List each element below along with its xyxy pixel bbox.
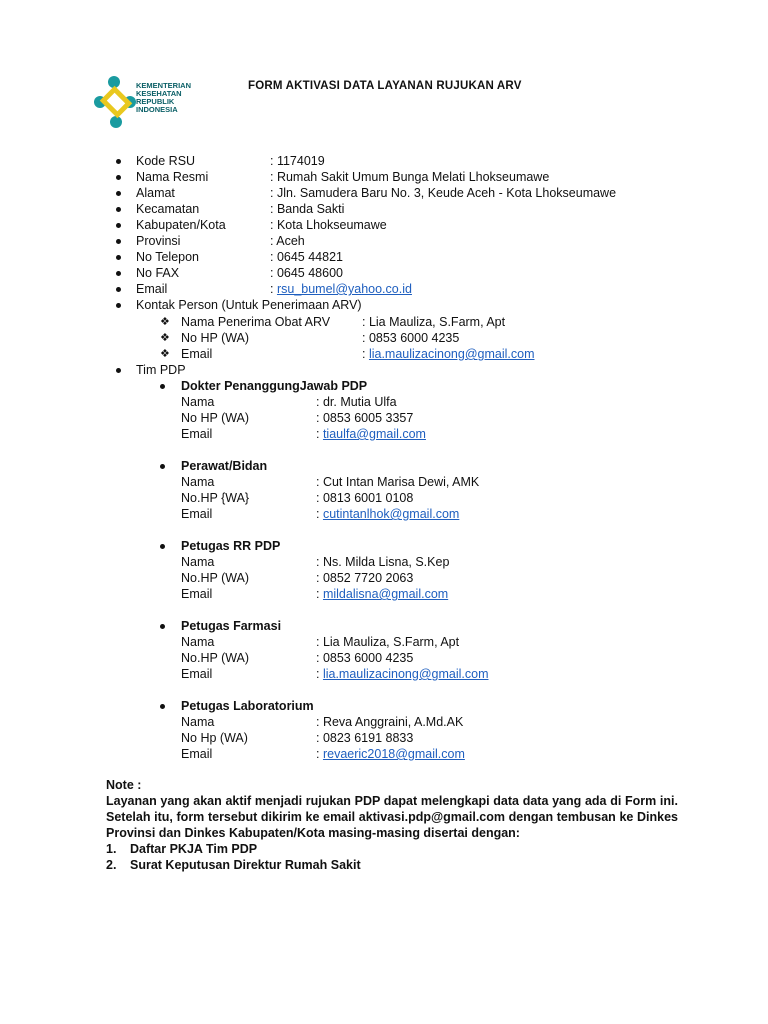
row-label: Email: [181, 427, 213, 441]
contact-label: No HP (WA): [181, 331, 250, 345]
tim-header: Tim PDP: [136, 363, 186, 377]
contact-label: Email: [181, 347, 213, 361]
row-label: No HP (WA): [181, 411, 250, 425]
bullet: [116, 191, 121, 196]
row-label: No Hp (WA): [181, 731, 248, 745]
field-value: : 0645 48600: [270, 266, 343, 280]
contact-header: Kontak Person (Untuk Penerimaan ARV): [136, 298, 362, 312]
note-paragraph: Layanan yang akan aktif menjadi rujukan PDP dapat melengkapi data data yang ada di Form ini. Setelah itu, form tersebut dikirim ke email aktivasi.pdp@gmail.com dengan tembusan ke Dinkes Provinsi dan Dinkes Kabupaten/Kota masing-masing disertai dengan:: [106, 794, 678, 840]
bullet: [116, 175, 121, 180]
row-value: : Lia Mauliza, S.Farm, Apt: [316, 635, 460, 649]
row-label: Nama: [181, 555, 215, 569]
logo-text: KEMENTERIAN KESEHATAN REPUBLIK INDONESIA: [136, 81, 192, 114]
field-label: No Telepon: [136, 250, 200, 264]
field-label: No FAX: [136, 266, 180, 280]
ministry-logo: [92, 72, 202, 136]
email-link[interactable]: revaeric2018@gmail.com: [322, 747, 465, 761]
bullet: [116, 303, 121, 308]
row-label: No.HP (WA): [181, 651, 250, 665]
bullet: [160, 464, 165, 469]
row-label: Nama: [181, 635, 215, 649]
team-title: Perawat/Bidan: [181, 459, 268, 473]
row-label: No.HP (WA): [181, 571, 250, 585]
bullet: [160, 384, 165, 389]
row-value: [316, 746, 465, 762]
row-value: [316, 586, 448, 602]
bullet: [160, 544, 165, 549]
row-value: : dr. Mutia Ulfa: [316, 395, 397, 409]
colon: :: [316, 667, 323, 681]
note-item-number: 1.: [106, 842, 117, 856]
email-link[interactable]: cutintanlhok@gmail.com: [322, 507, 460, 521]
field-value: [270, 281, 412, 297]
bullet: [160, 624, 165, 629]
field-value: : Rumah Sakit Umum Bunga Melati Lhokseumawe: [270, 170, 550, 184]
bullet: [116, 287, 121, 292]
row-label: Email: [181, 747, 213, 761]
colon: :: [316, 747, 323, 761]
row-value: [316, 506, 459, 522]
colon: :: [270, 282, 277, 296]
row-label: Nama: [181, 395, 215, 409]
field-value: : Aceh: [270, 234, 305, 248]
row-value: : Cut Intan Marisa Dewi, AMK: [316, 475, 480, 489]
contact-value: : Lia Mauliza, S.Farm, Apt: [362, 315, 506, 329]
contact-value: [362, 346, 535, 362]
email-link[interactable]: mildalisna@gmail.com: [322, 587, 449, 601]
bullet: [116, 255, 121, 260]
row-label: No.HP {WA}: [181, 491, 250, 505]
field-label: Kecamatan: [136, 202, 200, 216]
row-value: : Reva Anggraini, A.Md.AK: [316, 715, 464, 729]
colon: :: [316, 587, 323, 601]
contact-label: Nama Penerima Obat ARV: [181, 315, 331, 329]
bullet: [116, 159, 121, 164]
colon: :: [316, 427, 323, 441]
diamond-bullet-icon: ❖: [160, 316, 170, 328]
row-value: : 0813 6001 0108: [316, 491, 414, 505]
team-title: Petugas RR PDP: [181, 539, 281, 553]
field-label: Email: [136, 282, 168, 296]
bullet: [116, 368, 121, 373]
field-value: : 1174019: [270, 154, 325, 168]
bullet: [116, 271, 121, 276]
field-label: Kabupaten/Kota: [136, 218, 226, 232]
diamond-bullet-icon: ❖: [160, 348, 170, 360]
field-value: : Kota Lhokseumawe: [270, 218, 387, 232]
team-title: Petugas Laboratorium: [181, 699, 314, 713]
note-item-text: Surat Keputusan Direktur Rumah Sakit: [130, 858, 361, 872]
row-value: [316, 666, 489, 682]
row-value: : 0853 6000 4235: [316, 651, 414, 665]
row-value: : 0853 6005 3357: [316, 411, 414, 425]
bullet: [116, 239, 121, 244]
note-item-number: 2.: [106, 858, 117, 872]
email-link[interactable]: tiaulfa@gmail.com: [322, 427, 426, 441]
contact-value: : 0853 6000 4235: [362, 331, 460, 345]
row-label: Email: [181, 587, 213, 601]
row-value: : 0823 6191 8833: [316, 731, 414, 745]
diamond-bullet-icon: ❖: [160, 332, 170, 344]
note-header: Note :: [106, 778, 142, 792]
field-label: Nama Resmi: [136, 170, 209, 184]
bullet: [116, 223, 121, 228]
bullet: [116, 207, 121, 212]
email-link[interactable]: lia.maulizacinong@gmail.com: [322, 667, 489, 681]
row-label: Nama: [181, 715, 215, 729]
field-value: : Jln. Samudera Baru No. 3, Keude Aceh - Kota Lhokseumawe: [270, 186, 617, 200]
contact-email-link[interactable]: lia.maulizacinong@gmail.com: [368, 347, 535, 361]
field-label: Kode RSU: [136, 154, 196, 168]
field-label: Provinsi: [136, 234, 181, 248]
colon: :: [316, 507, 323, 521]
row-label: Email: [181, 507, 213, 521]
row-value: [316, 426, 426, 442]
hospital-email-link[interactable]: rsu_bumel@yahoo.co.id: [276, 282, 412, 296]
colon: :: [362, 347, 369, 361]
bullet: [160, 704, 165, 709]
field-value: : Banda Sakti: [270, 202, 345, 216]
row-value: : Ns. Milda Lisna, S.Kep: [316, 555, 450, 569]
field-label: Alamat: [136, 186, 175, 200]
row-label: Email: [181, 667, 213, 681]
field-value: : 0645 44821: [270, 250, 343, 264]
row-value: : 0852 7720 2063: [316, 571, 414, 585]
team-title: Petugas Farmasi: [181, 619, 282, 633]
team-title: Dokter PenanggungJawab PDP: [181, 379, 368, 393]
note-item-text: Daftar PKJA Tim PDP: [130, 842, 258, 856]
row-label: Nama: [181, 475, 215, 489]
form-title: FORM AKTIVASI DATA LAYANAN RUJUKAN ARV: [248, 80, 522, 92]
